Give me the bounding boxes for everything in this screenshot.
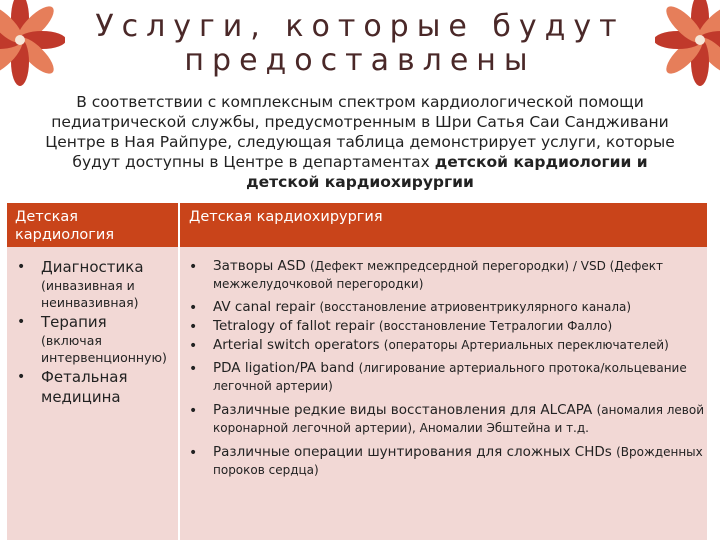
cardiology-list <box>17 257 175 408</box>
list-item <box>17 367 175 407</box>
list-item-sub: (Дефект межпредсердной перегородки) / VSD (Дефект межжелудочковой перегородки) <box>213 259 663 291</box>
list-item-main: Затворы ASD <box>213 258 311 274</box>
list-item-sub: (восстановление атриовентрикулярного канала) <box>319 300 632 314</box>
header-cardiology: Детская кардиология <box>15 209 115 243</box>
list-item-sub: (операторы Артериальных переключателей) <box>383 338 669 352</box>
list-item-sub: (аномалия левой коронарной легочной артерии), Аномалии Эбштейна и т.д. <box>213 403 704 435</box>
list-item-main: Различные редкие виды восстановления для ALCAPA <box>213 402 597 418</box>
list-item <box>189 298 705 316</box>
intro-text: В соответствии с комплексным спектром кардиологической помощи педиатрической службы, предусмотренным в Шри Сатья Саи Сандживани Центре в Ная Райпуре, следующая таблица демонстрирует услуги, которые будут доступны в Центре в департаментах <box>45 93 675 171</box>
cardiosurgery-list <box>189 257 705 479</box>
page-title-line1: Услуги, которые будут <box>95 9 625 44</box>
bullet-icon: • <box>189 403 198 419</box>
list-item-main: Arterial switch operators <box>213 337 384 353</box>
bullet-icon: • <box>189 259 198 275</box>
intro-paragraph <box>40 92 680 192</box>
list-item-main: Диагностика <box>41 258 144 276</box>
list-item-main: Различные операции шунтирования для сложных CHDs <box>213 444 617 460</box>
bullet-icon: • <box>189 361 198 377</box>
list-item <box>189 336 705 354</box>
list-item-sub: (инвазивная и неинвазивная) <box>41 278 139 310</box>
list-item-sub: (включая интервенционную) <box>41 333 167 365</box>
bullet-icon: • <box>189 338 198 354</box>
list-item-sub: (Врожденных пороков сердца) <box>213 445 703 477</box>
list-item <box>189 257 705 293</box>
bullet-icon: • <box>17 314 26 330</box>
list-item <box>189 401 705 437</box>
flower-ornament-right-icon <box>655 0 720 90</box>
list-item <box>17 257 175 311</box>
list-item-sub: (лигирование артериального протока/кольцевание легочной артерии) <box>213 361 687 393</box>
header-cardiosurgery: Детская кардиохирургия <box>189 209 383 225</box>
page-title <box>90 10 630 78</box>
list-item-sub: (восстановление Тетралогии Фалло) <box>378 319 613 333</box>
bullet-icon: • <box>189 300 198 316</box>
list-item-main: PDA ligation/PA band <box>213 360 359 376</box>
list-item <box>189 443 705 479</box>
bullet-icon: • <box>17 259 26 275</box>
list-item-main: AV canal repair <box>213 299 320 315</box>
bullet-icon: • <box>189 319 198 335</box>
column-divider <box>178 203 180 540</box>
list-item-main: Фетальная медицина <box>41 368 128 406</box>
services-table <box>7 203 707 540</box>
list-item <box>189 317 705 335</box>
list-item-main: Tetralogy of fallot repair <box>213 318 379 334</box>
table-header <box>7 203 707 247</box>
list-item <box>189 359 705 395</box>
page-title-line2: предоставлены <box>184 43 536 78</box>
list-item <box>17 312 175 366</box>
bullet-icon: • <box>17 369 26 385</box>
intro-bold-text: детской кардиологии и детской кардиохирургии <box>246 153 648 191</box>
flower-ornament-left-icon <box>0 0 65 90</box>
list-item-main: Терапия <box>41 313 107 331</box>
table-body <box>7 247 707 540</box>
bullet-icon: • <box>189 445 198 461</box>
